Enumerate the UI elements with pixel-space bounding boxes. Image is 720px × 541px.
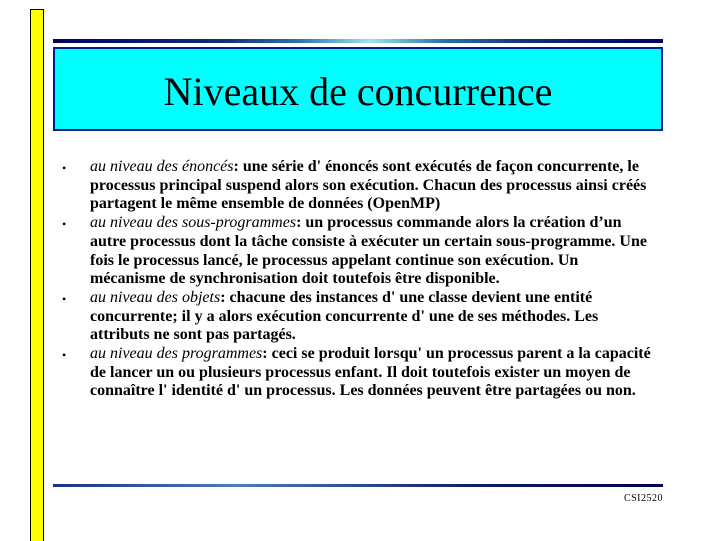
bullet-body: : un processus commande alors la création d’un autre processus dont la tâche consiste à exécuter un certain sous-programme. Une fois le processus lancé, le processus appelant continue son exécution. Un mécanisme de synchronisation doit toutefois être disponible. [90,214,647,288]
bullet-icon: • [62,217,67,232]
bullet-paragraph [90,214,652,289]
top-divider [53,39,663,43]
page-title: Niveaux de concurrence [163,69,553,114]
bullet-body: : ceci se produit lorsqu' un processus parent a la capacité de lancer un ou plusieurs processus enfant. Il doit toutefois exister un moyen de connaître l' identité d' un processus. Les données peuvent être partagées ou non. [90,345,651,400]
bullet-lead: au niveau des objets [90,288,221,306]
list-item [62,214,654,289]
bullet-icon: • [62,161,67,175]
bullet-lead: au niveau des énoncés [90,158,234,175]
bullet-lead: au niveau des programmes [90,345,263,363]
course-code-footer: CSI2520 [623,493,663,504]
bullet-icon: • [62,348,67,363]
list-item [62,289,654,345]
bullet-list [62,158,654,401]
list-item [62,345,654,401]
bullet-paragraph [90,345,652,401]
yellow-accent-bar [30,9,44,541]
bullet-paragraph [90,289,652,345]
title-banner [53,47,663,131]
bullet-body: : chacune des instances d' une classe devient une entité concurrente; il y a alors exécution concurrente d' une de ses méthodes. Les attributs ne sont pas partagés. [90,288,599,344]
bullet-paragraph [90,158,652,214]
bottom-divider [53,484,663,487]
bullet-icon: • [62,291,67,306]
bullet-lead: au niveau des sous-programmes [90,214,297,232]
bullet-body: : une série d' énoncés sont exécutés de façon concurrente, le processus principal suspend alors son exécution. Chacun des processus ainsi créés partagent le même ensemble de données (OpenMP) [90,158,647,213]
list-item [62,158,654,214]
